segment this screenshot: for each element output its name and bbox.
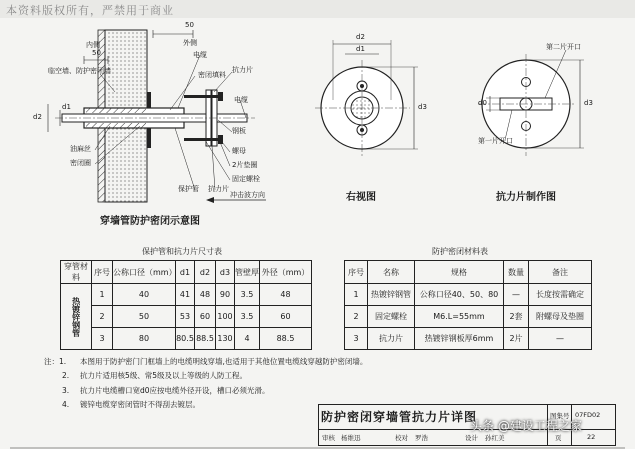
cell: 88.5 <box>260 328 312 350</box>
cell: 3 <box>92 328 113 350</box>
cell: 3 <box>345 328 368 350</box>
plate-d3: d3 <box>584 99 593 107</box>
cell: 2片 <box>504 328 529 350</box>
table-row <box>61 306 312 328</box>
note-text: 抗力片适用核5级、常5级及以上等级的人防工程。 <box>80 371 248 381</box>
note-text: 镀锌电缆穿密闭管时不得刮去镀层。 <box>80 400 200 410</box>
cell: 热镀锌钢管 <box>368 284 415 306</box>
cell: 48 <box>260 284 312 306</box>
label-inner: 内侧 <box>86 41 100 49</box>
cell: 抗力片 <box>368 328 415 350</box>
note-1 <box>44 355 368 369</box>
tb-review-name: 杨维迅 <box>341 434 361 442</box>
cell: 130 <box>216 328 235 350</box>
rv-d3: d3 <box>418 103 427 111</box>
label-d1: d1 <box>62 103 71 111</box>
cell: 60 <box>195 306 216 328</box>
label-nut: 螺母 <box>232 147 246 155</box>
plate-cut1: 第一片开口 <box>478 137 513 145</box>
note-2 <box>62 369 367 383</box>
label-bolt: 固定螺栓 <box>232 175 260 183</box>
note-lead: 3. <box>62 385 70 395</box>
cell: 公称口径40、50、80 <box>415 284 504 306</box>
materials-table <box>344 260 592 350</box>
table-row <box>345 284 592 306</box>
note-lead: 注：1. <box>44 357 67 366</box>
label-protect-tube: 保护管 <box>178 185 199 193</box>
table-row <box>345 306 592 328</box>
label-d2: d2 <box>33 113 42 121</box>
seal-fill-top <box>86 108 146 113</box>
sizes-table-title: 保护管和抗力片尺寸表 <box>142 247 222 256</box>
bolt-top <box>184 95 220 98</box>
note-text: 本图用于防护密门门框墙上的电缆明线穿墙,也适用于其他位置电缆线穿越防护密闭墙。 <box>80 357 368 366</box>
cell: 100 <box>216 306 235 328</box>
label-wall-paint: 临空墙、防护密闭墙 <box>48 67 111 75</box>
cell: 50 <box>113 306 176 328</box>
mat-h-note: 备注 <box>529 261 592 284</box>
mat-h-name: 名称 <box>368 261 415 284</box>
tb-design-name: 孙红美 <box>485 434 505 442</box>
sizes-h-wall: 管壁厚 <box>235 261 260 284</box>
dim-50-left: 50 <box>92 49 101 57</box>
label-outer: 外侧 <box>183 39 197 47</box>
cell: 90 <box>216 284 235 306</box>
note-lead: 2. <box>62 371 70 381</box>
note-lead: 4. <box>62 400 70 410</box>
cell: 80.5 <box>176 328 195 350</box>
label-seal-ring: 密闭圈 <box>70 159 91 167</box>
cell: 3.5 <box>235 284 260 306</box>
label-plate: 抗力片 <box>208 185 229 193</box>
label-cable: 电缆 <box>234 96 248 104</box>
cell: 2套 <box>504 306 529 328</box>
sizes-h-no: 序号 <box>92 261 113 284</box>
table-row <box>61 328 312 350</box>
tb-check-label: 校对 <box>395 434 408 442</box>
sizes-h-dn: 公称口径（mm） <box>113 261 176 284</box>
label-shock: 冲击波方向 <box>230 191 265 199</box>
cell: 附螺母及垫圈 <box>529 306 592 328</box>
plate-cut2: 第二片开口 <box>546 43 581 51</box>
sizes-h-d1: d1 <box>176 261 195 284</box>
section-title: 穿墙管防护密闭示意图 <box>100 216 200 227</box>
rv-d2: d2 <box>356 33 365 41</box>
cell: 固定螺栓 <box>368 306 415 328</box>
atlas-no: 07FD02 <box>575 411 601 419</box>
materials-table-title: 防护密闭材料表 <box>432 247 488 256</box>
cell: 88.5 <box>195 328 216 350</box>
watermark: 头条 @建设工程之家 <box>470 419 582 433</box>
note-text: 抗力片电缆槽口宽d0应按电缆外径开设，槽口必须光滑。 <box>80 385 270 395</box>
cell: 2 <box>92 306 113 328</box>
materials-header-row <box>345 261 592 284</box>
table-row <box>345 328 592 350</box>
label-seal-fill: 密闭填料 <box>198 71 226 79</box>
top-strip-text: 本资料版权所有，严禁用于商业 <box>6 4 174 17</box>
atlas-label: 图集号 <box>550 412 570 420</box>
right-view-title: 右视图 <box>346 192 376 203</box>
sizes-h-material: 穿管材料 <box>61 261 92 284</box>
mat-h-no: 序号 <box>345 261 368 284</box>
cell: 3.5 <box>235 306 260 328</box>
label-anti-plate: 抗力片 <box>232 66 253 74</box>
cell: 40 <box>113 284 176 306</box>
label-cable-top: 电缆 <box>193 51 207 59</box>
rv-d1: d1 <box>356 45 365 53</box>
plate-d0: d0 <box>478 99 487 107</box>
sizes-h-d3: d3 <box>216 261 235 284</box>
cell: 长度按需确定 <box>529 284 592 306</box>
sizes-h-od: 外径（mm） <box>260 261 312 284</box>
mat-h-qty: 数量 <box>504 261 529 284</box>
tb-check-name: 罗浩 <box>415 434 428 442</box>
bolt-bottom <box>184 138 220 141</box>
cell: 60 <box>260 306 312 328</box>
label-oil-hemp: 油麻丝 <box>70 145 91 153</box>
cell: — <box>529 328 592 350</box>
note-3 <box>62 384 367 398</box>
tb-review-label: 审核 <box>322 434 335 442</box>
cell: M6.L=55mm <box>415 306 504 328</box>
cell: 48 <box>195 284 216 306</box>
seal-fill-bottom <box>86 123 146 128</box>
label-pad: 2片垫圈 <box>232 161 258 169</box>
sizes-table <box>60 260 312 350</box>
page-label: 页 <box>555 434 562 442</box>
dim-50-top: 50 <box>185 21 194 29</box>
cell: 1 <box>92 284 113 306</box>
cell: 1 <box>345 284 368 306</box>
drawing-title: 防护密闭穿墙管抗力片详图 <box>321 410 478 424</box>
sizes-material: 热镀锌钢管 <box>61 284 92 350</box>
mat-h-spec: 规格 <box>415 261 504 284</box>
sizes-header-row <box>61 261 312 284</box>
tb-design-label: 设计 <box>465 434 478 442</box>
page-no: 22 <box>587 433 596 441</box>
cell: 4 <box>235 328 260 350</box>
label-steel-plate: 钢板 <box>232 127 246 135</box>
sizes-h-d2: d2 <box>195 261 216 284</box>
cell: 热镀锌钢板厚6mm <box>415 328 504 350</box>
plate-title: 抗力片制作图 <box>496 192 556 203</box>
cell: — <box>504 284 529 306</box>
cell: 2 <box>345 306 368 328</box>
cell: 53 <box>176 306 195 328</box>
table-row <box>61 284 312 306</box>
cell: 80 <box>113 328 176 350</box>
cell: 41 <box>176 284 195 306</box>
right-view-drawing <box>315 40 418 156</box>
